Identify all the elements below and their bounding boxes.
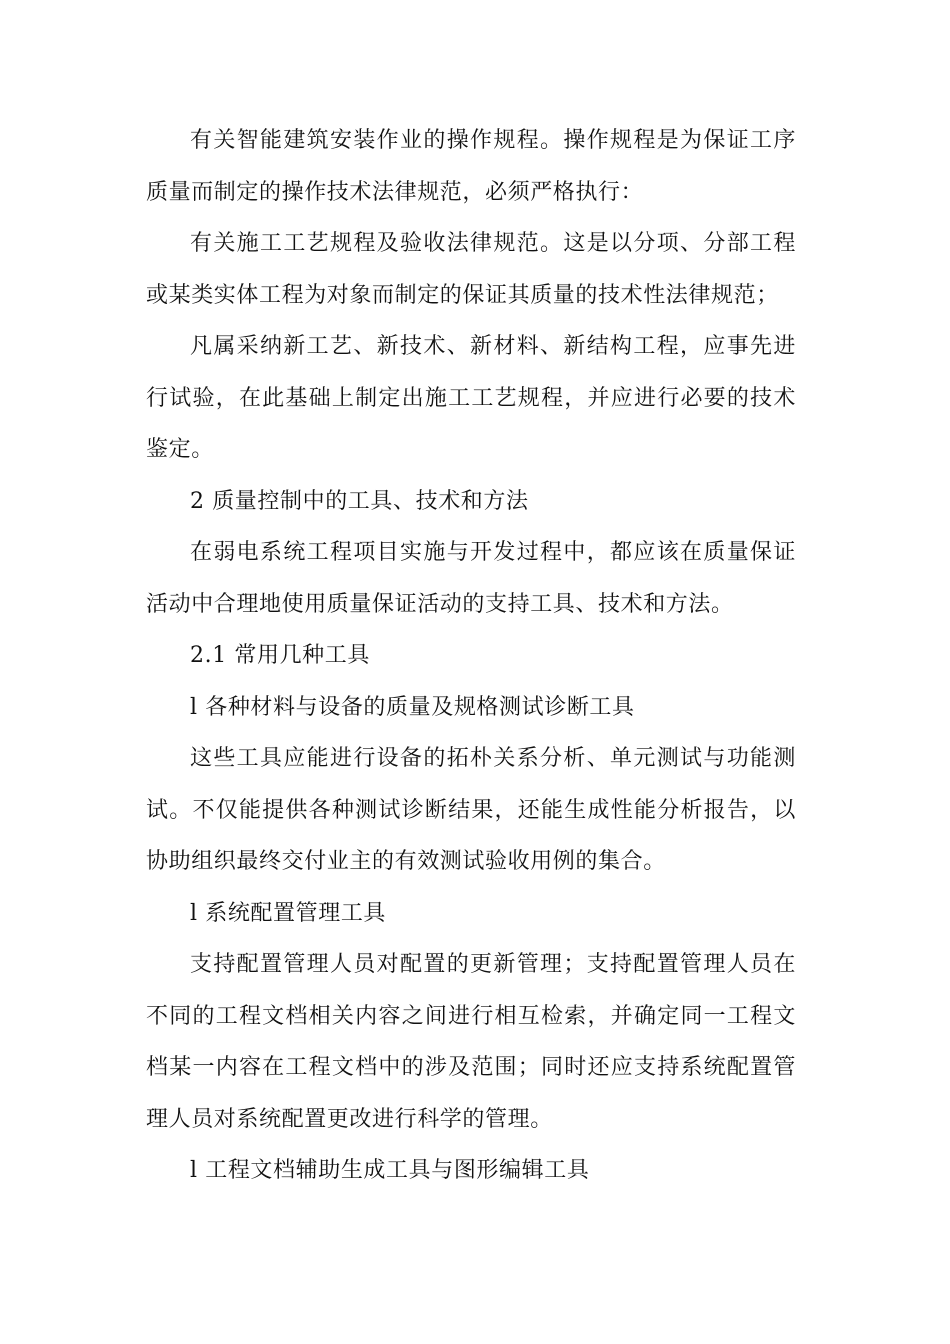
- document-body: [146, 115, 796, 1197]
- paragraph-new-technology: 凡属采纳新工艺、新技术、新材料、新结构工程，应事先进行试验，在此基础上制定出施工工艺规程，并应进行必要的技术鉴定。: [146, 334, 796, 462]
- list-item-testing-tools: l 各种材料与设备的质量及规格测试诊断工具: [190, 694, 635, 720]
- paragraph-config-management: 支持配置管理人员对配置的更新管理；支持配置管理人员在不同的工程文档相关内容之间进行相互检索，并确定同一工程文档某一内容在工程文档中的涉及范围；同时还应支持系统配置管理人员对系统配置更改进行科学的管理。: [146, 952, 796, 1132]
- paragraph-operating-rules: 有关智能建筑安装作业的操作规程。操作规程是为保证工序质量而制定的操作技术法律规范，必须严格执行：: [146, 128, 796, 205]
- subsection-heading-common-tools: 2.1 常用几种工具: [190, 643, 370, 668]
- list-item-document-tools: l 工程文档辅助生成工具与图形编辑工具: [190, 1158, 590, 1183]
- list-item-config-management-tools: l 系统配置管理工具: [190, 900, 387, 926]
- paragraph-construction-process-rules: 有关施工工艺规程及验收法律规范。这是以分项、分部工程或某类实体工程为对象而制定的保证其质量的技术性法律规范；: [146, 231, 796, 308]
- section-heading-quality-tools: 2 质量控制中的工具、技术和方法: [190, 488, 529, 514]
- paragraph-testing-tools: 这些工具应能进行设备的拓朴关系分析、单元测试与功能测试。不仅能提供各种测试诊断结果，还能生成性能分析报告，以协助组织最终交付业主的有效测试验收用例的集合。: [146, 746, 796, 874]
- paragraph-quality-assurance: 在弱电系统工程项目实施与开发过程中，都应该在质量保证活动中合理地使用质量保证活动的支持工具、技术和方法。: [146, 540, 796, 617]
